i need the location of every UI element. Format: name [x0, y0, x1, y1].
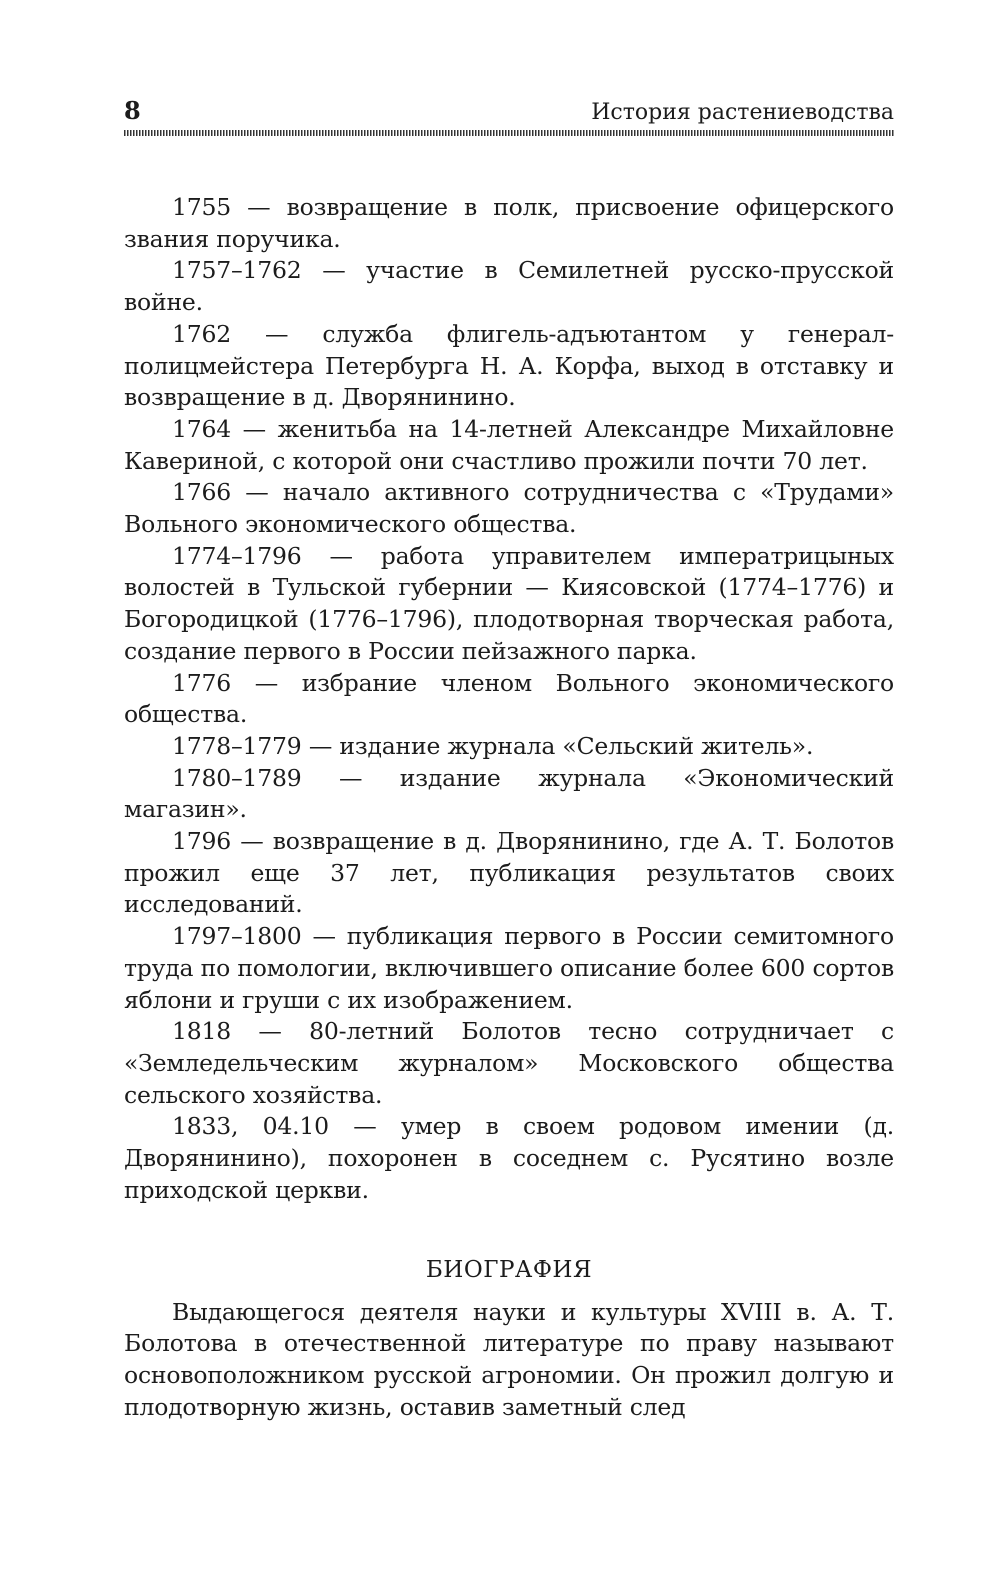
timeline-entry — [124, 668, 894, 731]
entry-year: 1778–1779 — [172, 731, 302, 760]
book-page — [124, 96, 894, 1423]
timeline-entry — [124, 763, 894, 826]
entry-year: 1780–1789 — [172, 763, 302, 792]
entry-year: 1796 — [172, 827, 232, 856]
entry-text: — избрание членом Вольного экономического общества. — [124, 668, 894, 729]
entry-text: — издание журнала «Экономический магазин». — [124, 763, 894, 824]
entry-text: — возвращение в полк, присвоение офицерского звания поручика. — [124, 193, 894, 253]
entry-year: 1755 — [172, 193, 232, 221]
section-title: БИОГРАФИЯ — [425, 1256, 593, 1283]
timeline-entry — [124, 1016, 894, 1111]
timeline-entry — [124, 319, 894, 414]
entry-text: — участие в Семилетней русско-прусской войне. — [124, 256, 894, 317]
entry-year: 1764 — [172, 414, 232, 443]
timeline-entry — [124, 731, 894, 763]
timeline-entry — [124, 255, 894, 318]
timeline-entry — [124, 414, 894, 477]
entry-year: 1757–1762 — [172, 256, 302, 285]
entry-year: 1766 — [172, 478, 232, 507]
biography-paragraph: Выдающегося деятеля науки и культуры XVIII в. А. Т. Болотова в отечественной литературе по праву называют основоположником русской агрономии. Он прожил долгую и плодотворную жизнь, оставив заметный след — [124, 1297, 894, 1421]
timeline-entry — [124, 541, 894, 668]
header-rule — [124, 130, 894, 136]
timeline-entry — [124, 921, 894, 1016]
entry-year: 1774–1796 — [172, 541, 302, 570]
running-head — [124, 96, 894, 126]
entry-text: — работа управителем императрицыных волостей в Тульской губернии — Киясовской (1774–1776) и Богородицкой (1776–1796), плодотворная творческая работа, создание первого в России пейзажного парка. — [124, 541, 894, 665]
entry-text: — служба флигель-адъютантом у генерал-полицмейстера Петербурга Н. А. Корфа, выход в отставку и возвращение в д. Дворянинино. — [124, 319, 894, 412]
entry-year: 1833, 04.10 — [172, 1112, 329, 1141]
biography-section — [124, 1297, 894, 1424]
page-number: 8 — [124, 96, 141, 125]
entry-text: — 80-летний Болотов тесно сотрудничает с «Земледельческим журналом» Московского общества сельского хозяйства. — [124, 1017, 894, 1109]
timeline-entry — [124, 1111, 894, 1206]
timeline-entry — [124, 192, 894, 255]
entry-year: 1818 — [172, 1017, 232, 1046]
entry-text: — умер в своем родовом имении (д. Дворянинино), похоронен в соседнем с. Русятино возле приходской церкви. — [124, 1112, 894, 1204]
entry-text: — начало активного сотрудничества с «Трудами» Вольного экономического общества. — [124, 478, 894, 539]
entry-year: 1762 — [172, 319, 232, 348]
entry-year: 1776 — [172, 668, 232, 697]
timeline — [124, 192, 894, 1207]
entry-text: — возвращение в д. Дворянинино, где А. Т. Болотов прожил еще 37 лет, публикация результатов своих исследований. — [124, 827, 894, 919]
entry-year: 1797–1800 — [172, 922, 302, 951]
running-title: История растениеводства — [591, 100, 894, 125]
entry-text: — издание журнала «Сельский житель». — [301, 731, 814, 760]
entry-text: — публикация первого в России семитомного труда по помологии, включившего описание более 600 сортов яблони и груши с их изображением. — [124, 922, 894, 1014]
timeline-entry — [124, 477, 894, 540]
timeline-entry — [124, 826, 894, 921]
entry-text: — женитьба на 14-летней Александре Михайловне Кавериной, с которой они счастливо прожили почти 70 лет. — [124, 414, 894, 475]
